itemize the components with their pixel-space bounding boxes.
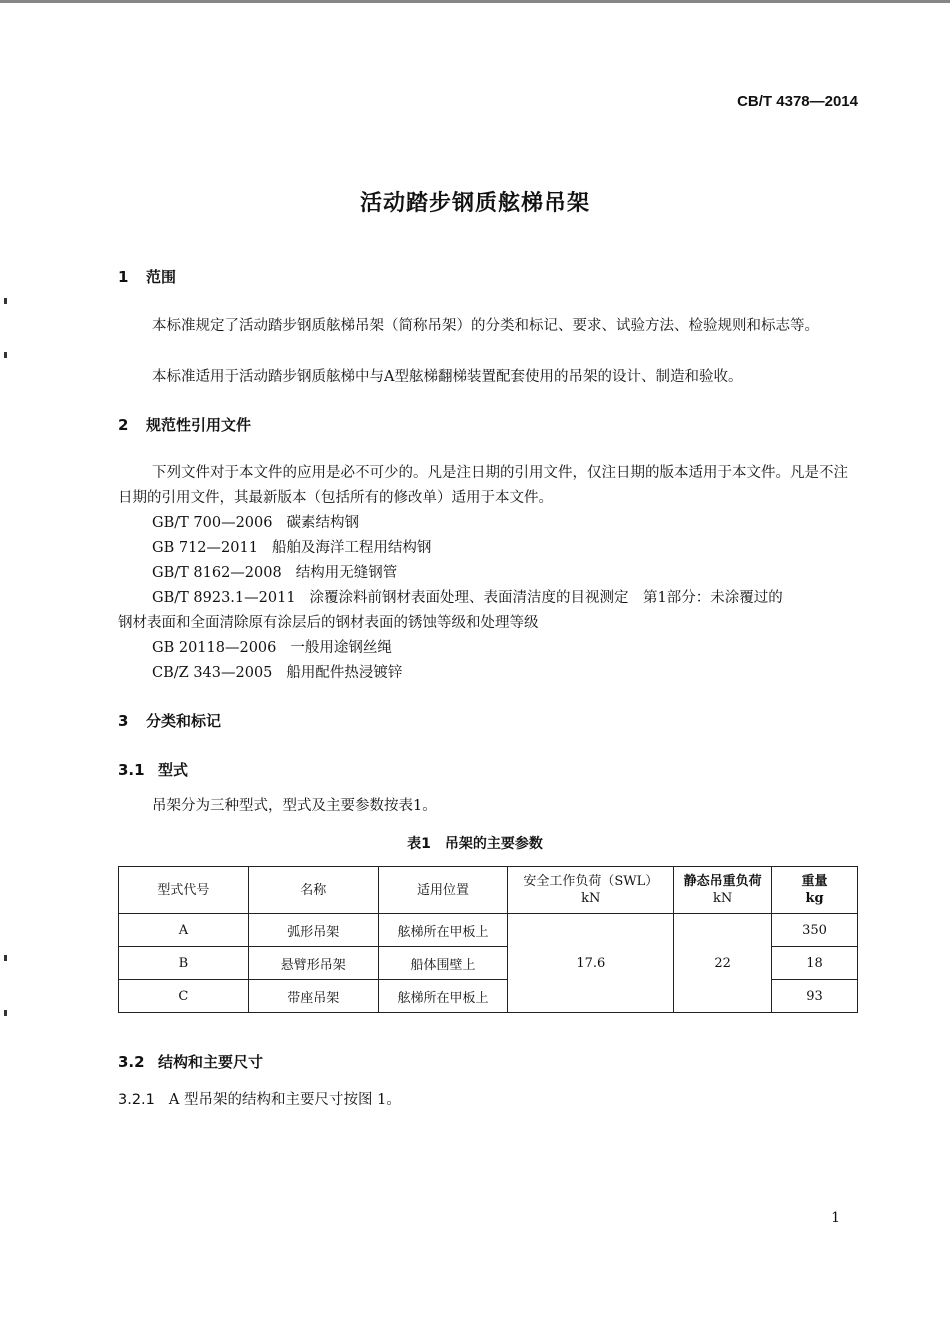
reference-title: 结构用无缝钢管 [295,565,398,581]
subsection-number: 3.2 [118,1053,145,1071]
cell-type: C [119,980,249,1013]
section-number: 2 [118,416,129,434]
scan-mark [4,352,7,358]
reference-title: 一般用途钢丝绳 [290,640,392,656]
table-row [119,914,858,947]
reference-code: GB/T 8923.1—2011 [152,590,296,606]
reference-title: 船舶及海洋工程用结构钢 [271,540,432,556]
subsection-title: 结构和主要尺寸 [158,1053,264,1071]
table-caption: 表1 吊架的主要参数 [407,836,543,852]
scan-mark [4,1010,7,1016]
header-static-load [674,867,772,914]
subsection-3-2-heading [118,1051,263,1072]
header-position: 适用位置 [378,867,508,914]
header-weight-label: 重量 [801,874,828,889]
subsection-3-1-heading [118,759,188,780]
cell-name: 悬臂形吊架 [248,947,378,980]
reference-item [152,536,862,561]
reference-item [152,636,862,661]
subsection-number: 3.1 [118,761,145,779]
header-weight [772,867,858,914]
cell-type: B [119,947,249,980]
cell-weight: 93 [772,980,858,1013]
reference-code: GB/T 700—2006 [152,515,273,531]
reference-item [152,561,862,586]
scan-mark [4,955,7,961]
scope-paragraph-2: 本标准适用于活动踏步钢质舷梯中与A型舷梯翻梯装置配套使用的吊架的设计、制造和验收。 [152,369,743,385]
reference-title-continuation: 钢材表面和全面清除原有涂层后的钢材表面的锈蚀等级和处理等级 [118,615,539,631]
reference-code: GB 712—2011 [152,540,258,556]
references-intro: 下列文件对于本文件的应用是必不可少的。凡是注日期的引用文件，仅注日期的版本适用于本文件。凡是不注日期的引用文件，其最新版本（包括所有的修改单）适用于本文件。 [118,465,848,506]
cell-position: 船体围壁上 [378,947,508,980]
cell-position: 舷梯所在甲板上 [378,980,508,1013]
header-swl-unit: kN [581,891,601,906]
header-swl [508,867,674,914]
cell-swl: 17.6 [508,914,674,1013]
subsection-title: 型式 [158,761,189,779]
cell-weight: 350 [772,914,858,947]
scope-paragraph-1: 本标准规定了活动踏步钢质舷梯吊架（简称吊架）的分类和标记、要求、试验方法、检验规则和标志等。 [152,318,819,334]
cell-type: A [119,914,249,947]
section-number: 3 [118,712,129,730]
reference-code: GB/T 8162—2008 [152,565,282,581]
reference-title: 涂覆涂料前钢材表面处理、表面清洁度的目视测定 第1部分：未涂覆过的 [309,590,783,606]
section-title: 分类和标记 [146,712,222,730]
types-paragraph: 吊架分为三种型式，型式及主要参数按表1。 [152,798,437,814]
section-1-heading [118,266,176,287]
header-weight-unit: kg [805,891,824,906]
section-3-heading [118,710,221,731]
standard-code: CB/T 4378—2014 [737,93,858,110]
page-number: 1 [831,1210,840,1226]
scan-edge [0,0,950,3]
clause-3-2-1 [118,1088,401,1109]
cell-name: 带座吊架 [248,980,378,1013]
header-name: 名称 [248,867,378,914]
document-title: 活动踏步钢质舷梯吊架 [359,191,590,216]
section-number: 1 [118,268,129,286]
parameters-table [118,866,858,1013]
reference-code: GB 20118—2006 [152,640,277,656]
table-header-row [119,867,858,914]
reference-item [118,586,862,636]
cell-weight: 18 [772,947,858,980]
clause-number: 3.2.1 [118,1092,155,1108]
header-swl-label: 安全工作负荷（SWL） [523,874,659,889]
section-title: 范围 [146,268,177,286]
scan-mark [4,298,7,304]
cell-position: 舷梯所在甲板上 [378,914,508,947]
header-static-unit: kN [713,891,733,906]
section-2-heading [118,414,251,435]
clause-text: A 型吊架的结构和主要尺寸按图 1。 [168,1092,401,1108]
header-static-label: 静态吊重负荷 [683,874,762,889]
reference-item [152,511,862,536]
cell-static-load: 22 [674,914,772,1013]
reference-code: CB/Z 343—2005 [152,665,273,681]
header-type-code: 型式代号 [119,867,249,914]
reference-title: 船用配件热浸镀锌 [286,665,403,681]
reference-item [152,661,862,686]
cell-name: 弧形吊架 [248,914,378,947]
reference-title: 碳素结构钢 [286,515,359,531]
section-title: 规范性引用文件 [146,416,252,434]
